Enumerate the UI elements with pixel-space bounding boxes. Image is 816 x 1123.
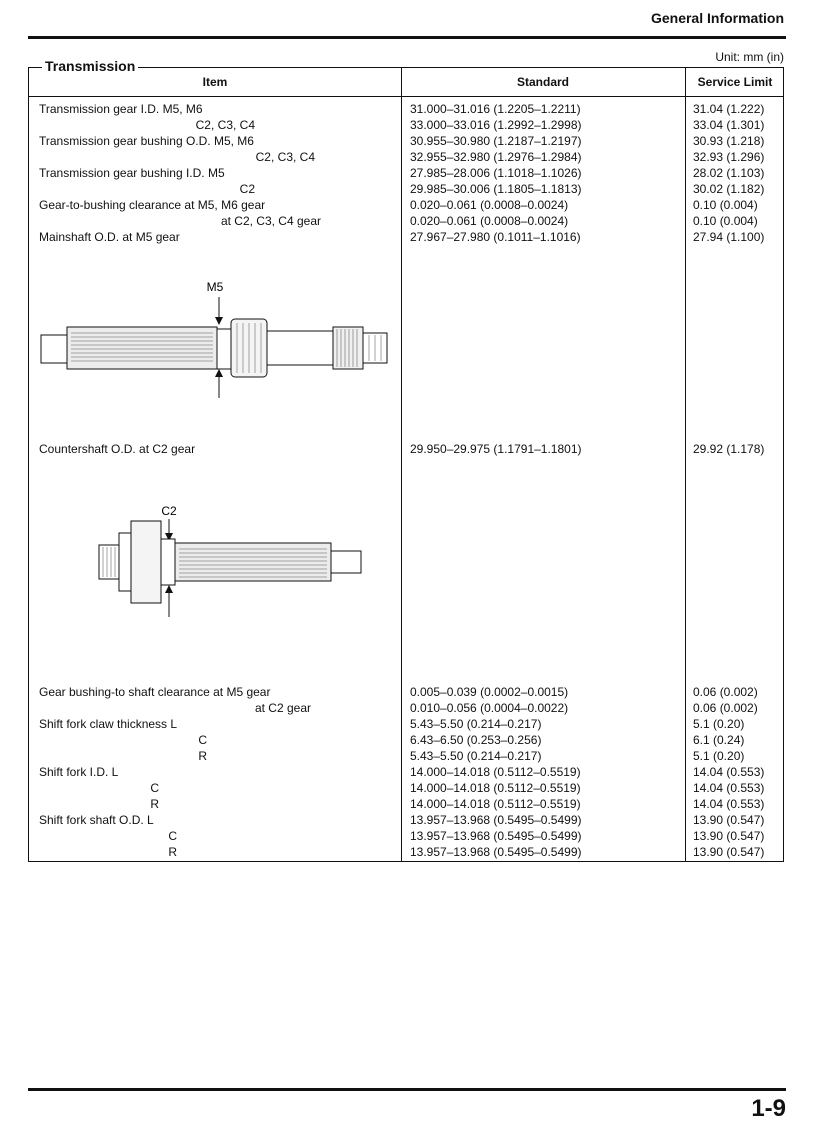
row-limit: 31.04 (1.222) <box>693 102 765 116</box>
row-standard: 0.010–0.056 (0.0004–0.0022) <box>410 701 569 715</box>
row-limit: 0.10 (0.004) <box>693 198 758 212</box>
table-title: Transmission <box>42 58 138 74</box>
row-item: C <box>150 781 159 795</box>
row-standard: 5.43–5.50 (0.214–0.217) <box>410 717 542 731</box>
row-limit: 14.04 (0.553) <box>693 797 765 811</box>
row-limit: 13.90 (0.547) <box>693 845 765 859</box>
row-standard: 0.020–0.061 (0.0008–0.0024) <box>410 214 569 228</box>
row-limit: 0.10 (0.004) <box>693 214 758 228</box>
row-standard: 14.000–14.018 (0.5112–0.5519) <box>410 781 581 795</box>
row-item: Transmission gear I.D. M5, M6 <box>39 102 203 116</box>
row-standard: 31.000–31.016 (1.2205–1.2211) <box>410 102 581 116</box>
row-standard: 33.000–33.016 (1.2992–1.2998) <box>410 118 582 132</box>
row-item: R <box>168 845 177 859</box>
row-item: Transmission gear bushing O.D. M5, M6 <box>39 134 254 148</box>
row-limit: 13.90 (0.547) <box>693 813 765 827</box>
row-item: R <box>150 797 159 811</box>
row-item: Mainshaft O.D. at M5 gear <box>39 230 180 244</box>
row-standard: 0.020–0.061 (0.0008–0.0024) <box>410 198 569 212</box>
row-item: Transmission gear bushing I.D. M5 <box>39 166 225 180</box>
mainshaft-diagram <box>37 273 397 403</box>
row-standard: 27.985–28.006 (1.1018–1.1026) <box>410 166 582 180</box>
spec-table <box>28 67 784 862</box>
row-limit: 6.1 (0.24) <box>693 733 745 747</box>
row-standard: 14.000–14.018 (0.5112–0.5519) <box>410 765 581 779</box>
column-divider <box>685 68 686 861</box>
row-standard: 13.957–13.968 (0.5495–0.5499) <box>410 845 582 859</box>
row-item: C2, C3, C4 <box>195 118 255 132</box>
row-limit: 32.93 (1.296) <box>693 150 765 164</box>
header-divider <box>29 96 783 97</box>
row-item: C <box>168 829 177 843</box>
col-header-item: Item <box>202 75 228 89</box>
c2-label: C2 <box>161 504 177 518</box>
header-rule <box>28 36 786 39</box>
row-limit: 14.04 (0.553) <box>693 781 765 795</box>
row-limit: 5.1 (0.20) <box>693 717 745 731</box>
row-standard: 0.005–0.039 (0.0002–0.0015) <box>410 685 569 699</box>
row-standard: 5.43–5.50 (0.214–0.217) <box>410 749 542 763</box>
footer-rule <box>28 1088 786 1091</box>
row-standard: 29.950–29.975 (1.1791–1.1801) <box>410 442 582 456</box>
section-header: General Information <box>650 10 784 26</box>
row-item: Gear bushing-to shaft clearance at M5 gear <box>39 685 271 699</box>
row-item: C2, C3, C4 <box>255 150 315 164</box>
row-item: R <box>198 749 207 763</box>
row-item: Shift fork I.D. L <box>39 765 119 779</box>
row-standard: 32.955–32.980 (1.2976–1.2984) <box>410 150 582 164</box>
row-limit: 27.94 (1.100) <box>693 230 765 244</box>
unit-label: Unit: mm (in) <box>715 50 784 64</box>
countershaft-diagram <box>89 493 369 623</box>
row-limit: 28.02 (1.103) <box>693 166 765 180</box>
row-standard: 29.985–30.006 (1.1805–1.1813) <box>410 182 582 196</box>
row-limit: 30.02 (1.182) <box>693 182 765 196</box>
row-standard: 27.967–27.980 (0.1011–1.1016) <box>410 230 581 244</box>
row-item: C <box>198 733 207 747</box>
row-limit: 33.04 (1.301) <box>693 118 765 132</box>
row-item: at C2 gear <box>254 701 311 715</box>
row-standard: 30.955–30.980 (1.2187–1.2197) <box>410 134 582 148</box>
row-limit: 0.06 (0.002) <box>693 701 758 715</box>
page-number: 1-9 <box>751 1095 786 1122</box>
row-limit: 0.06 (0.002) <box>693 685 758 699</box>
row-item: Shift fork claw thickness L <box>39 717 178 731</box>
row-limit: 30.93 (1.218) <box>693 134 765 148</box>
column-divider <box>401 68 402 861</box>
row-standard: 14.000–14.018 (0.5112–0.5519) <box>410 797 581 811</box>
row-item: Shift fork shaft O.D. L <box>39 813 154 827</box>
row-standard: 13.957–13.968 (0.5495–0.5499) <box>410 813 582 827</box>
row-standard: 6.43–6.50 (0.253–0.256) <box>410 733 542 747</box>
col-header-service-limit: Service Limit <box>697 75 773 89</box>
row-limit: 29.92 (1.178) <box>693 442 765 456</box>
row-limit: 5.1 (0.20) <box>693 749 745 763</box>
row-item: C2 <box>239 182 255 196</box>
row-standard: 13.957–13.968 (0.5495–0.5499) <box>410 829 582 843</box>
row-item: Countershaft O.D. at C2 gear <box>39 442 196 456</box>
col-header-standard: Standard <box>516 75 569 89</box>
row-limit: 13.90 (0.547) <box>693 829 765 843</box>
row-limit: 14.04 (0.553) <box>693 765 765 779</box>
row-item: Gear-to-bushing clearance at M5, M6 gear <box>39 198 266 212</box>
m5-label: M5 <box>206 280 224 294</box>
row-item: at C2, C3, C4 gear <box>220 214 321 228</box>
